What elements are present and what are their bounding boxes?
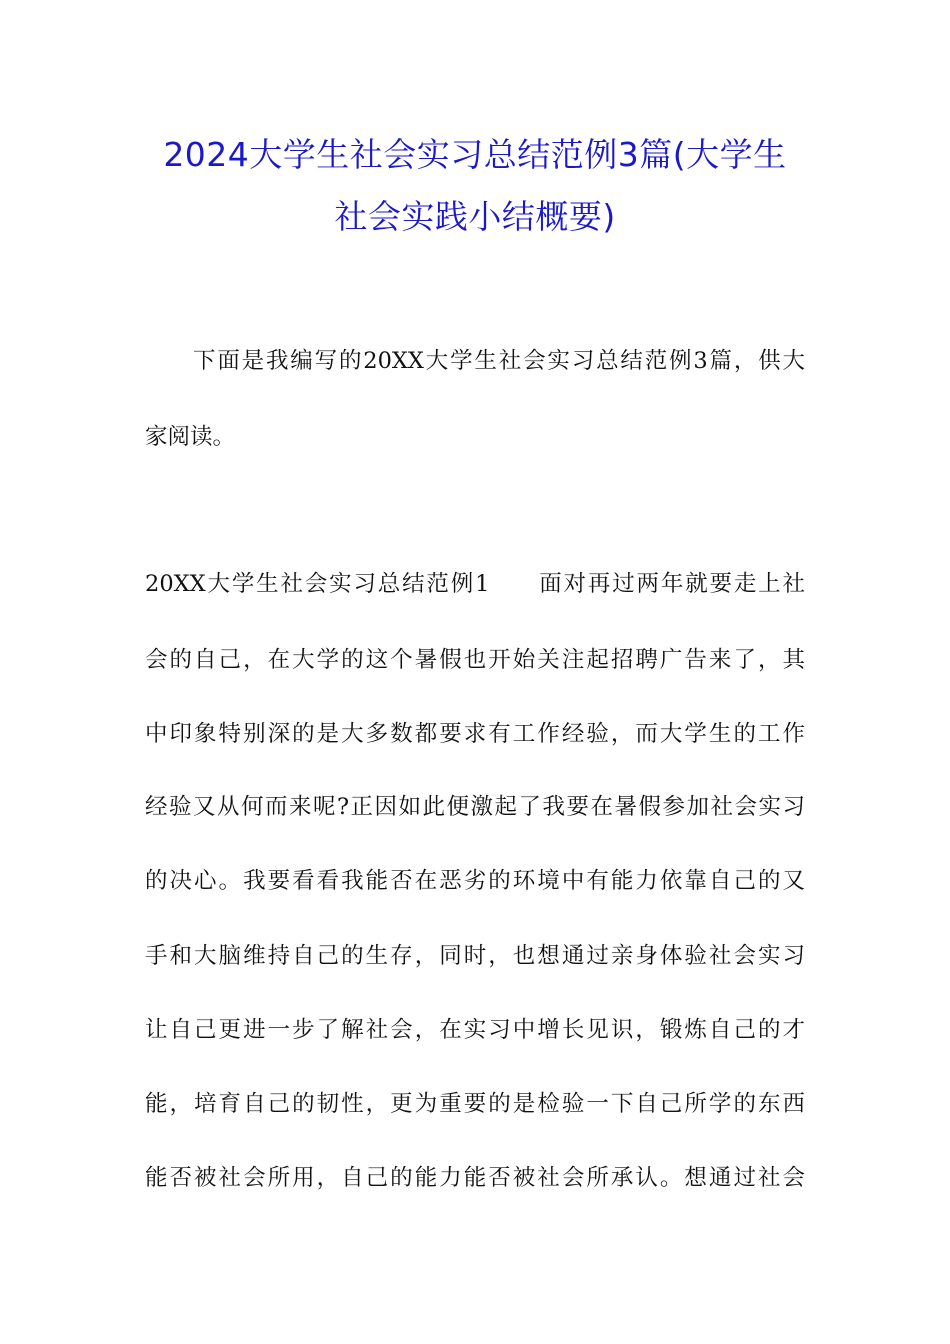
section-1-text-line-5: 手和大脑维持自己的生存，同时，也想通过亲身体验社会实习: [145, 943, 805, 969]
document-title-line-2: 社会实践小结概要): [334, 197, 616, 236]
intro-paragraph-line-1: 下面是我编写的20XX大学生社会实习总结范例3篇，供大: [193, 348, 805, 374]
section-1-text-line-0: 面对再过两年就要走上社: [537, 571, 805, 597]
section-1-text-line-1: 会的自己，在大学的这个暑假也开始关注起招聘广告来了，其: [145, 647, 805, 673]
section-1-text-line-2: 中印象特别深的是大多数都要求有工作经验，而大学生的工作: [145, 721, 805, 747]
section-1-text-line-4: 的决心。我要看看我能否在恶劣的环境中有能力依靠自己的又: [145, 868, 805, 894]
section-1-first-line: [145, 569, 805, 599]
document-title-line-1: 2024大学生社会实习总结范例3篇(大学生: [163, 135, 787, 174]
section-1-text-line-7: 能，培育自己的韧性，更为重要的是检验一下自己所学的东西: [145, 1091, 805, 1117]
section-1-text-line-8: 能否被社会所用，自己的能力能否被社会所承认。想通过社会: [145, 1165, 805, 1191]
section-1-heading: 20XX大学生社会实习总结范例1: [145, 571, 490, 597]
section-1-text-line-3: 经验又从何而来呢?正因如此便激起了我要在暑假参加社会实习: [145, 794, 805, 820]
intro-paragraph-line-2: 家阅读。: [145, 424, 236, 450]
section-1-text-line-6: 让自己更进一步了解社会，在实习中增长见识，锻炼自己的才: [145, 1017, 805, 1043]
